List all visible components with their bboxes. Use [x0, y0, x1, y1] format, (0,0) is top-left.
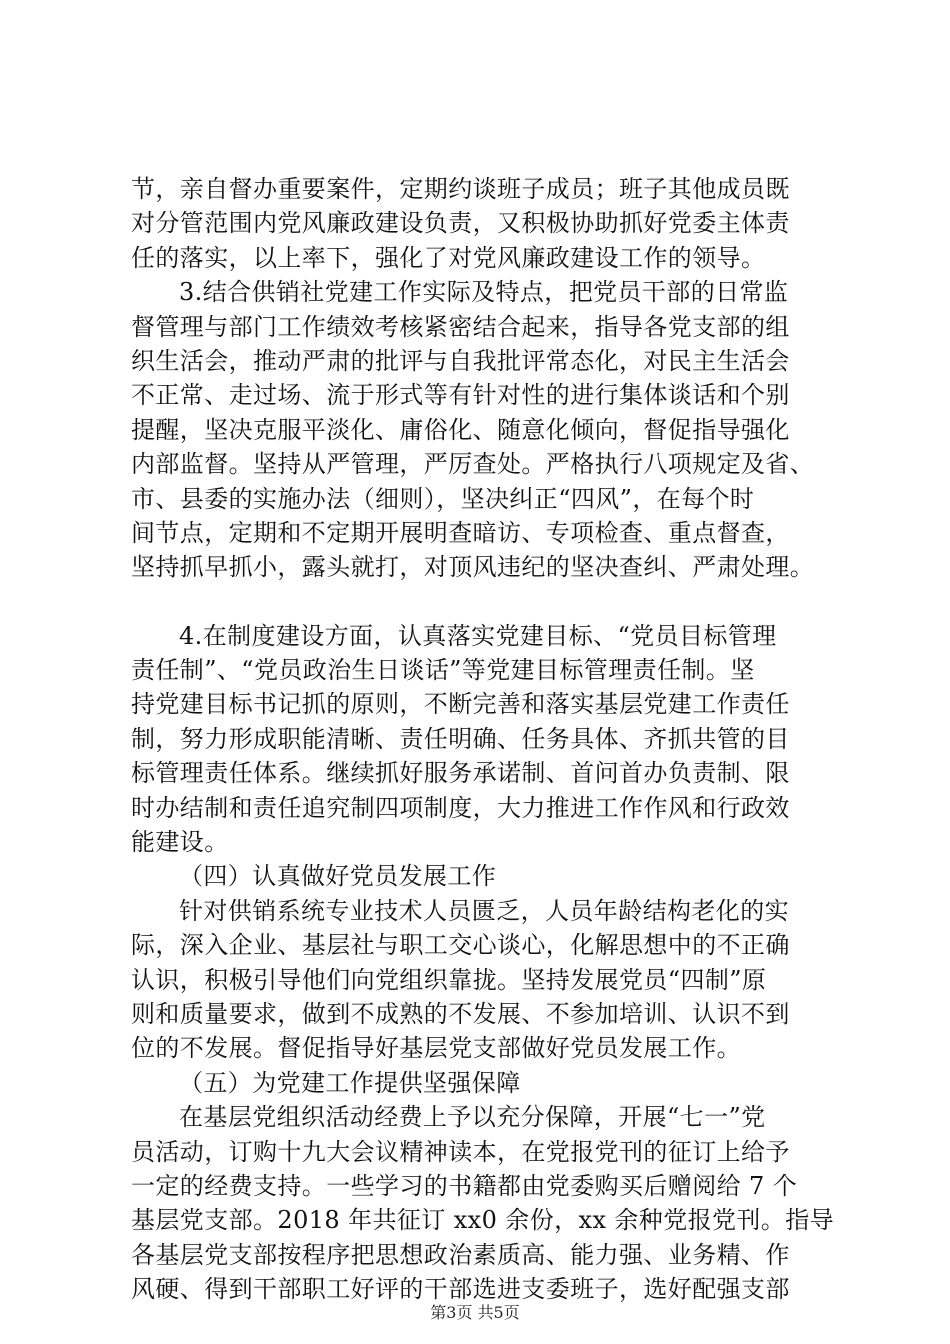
text-line: 责任制”、“党员政治生日谈话”等党建目标管理责任制。坚 — [131, 656, 755, 685]
text-line: 对分管范围内党风廉政建设负责，又积极协助抓好党委主体责 — [131, 209, 790, 238]
text-line: 制，努力形成职能清晰、责任明确、任务具体、齐抓共管的目 — [131, 724, 790, 753]
text-line: 一定的经费支持。一些学习的书籍都由党委购买后赠阅给 7 个 — [131, 1171, 798, 1200]
text-line: 坚持抓早抓小，露头就打，对顶风违纪的坚决查纠、严肃处理。 — [131, 553, 815, 582]
text-line: 间节点，定期和不定期开展明查暗访、专项检查、重点督查， — [131, 518, 790, 547]
text-line: 时办结制和责任追究制四项制度，大力推进工作作风和行政效 — [131, 793, 790, 822]
text-line: 市、县委的实施办法（细则），坚决纠正“四风”，在每个时 — [131, 484, 755, 513]
text-line: 基层党支部。2018 年共征订 xx0 余份，xx 余种党报党刊。指导 — [131, 1206, 835, 1235]
paragraph-gap — [131, 585, 841, 619]
text-line: 持党建目标书记抓的原则，不断完善和落实基层党建工作责任 — [131, 690, 790, 719]
paragraph-start: 4.在制度建设方面，认真落实党建目标、“党员目标管理 — [179, 621, 777, 650]
text-line: 能建设。 — [131, 828, 229, 857]
paragraph-start: 在基层党组织活动经费上予以充分保障，开展“七一”党 — [179, 1103, 766, 1132]
text-line: 认识，积极引导他们向党组织靠拢。坚持发展党员“四制”原 — [131, 965, 767, 994]
text-line: 不正常、走过场、流于形式等有针对性的进行集体谈话和个别 — [131, 381, 790, 410]
document-body — [131, 172, 841, 1307]
section-heading: （五）为党建工作提供坚强保障 — [179, 1068, 521, 1097]
paragraph-start: 3.结合供销社党建工作实际及特点，把党员干部的日常监 — [179, 278, 789, 307]
text-line: 际，深入企业、基层社与职工交心谈心，化解思想中的不正确 — [131, 931, 790, 960]
page-footer: 第3页 共5页 — [430, 1303, 520, 1322]
text-line: 标管理责任体系。继续抓好服务承诺制、首问首办负责制、限 — [131, 759, 790, 788]
text-line: 任的落实，以上率下，强化了对党风廉政建设工作的领导。 — [131, 243, 766, 272]
text-line: 提醒，坚决克服平淡化、庸俗化、随意化倾向，督促指导强化 — [131, 415, 790, 444]
text-line: 内部监督。坚持从严管理，严厉查处。严格执行八项规定及省、 — [131, 450, 815, 479]
text-line: 各基层党支部按程序把思想政治素质高、能力强、业务精、作 — [131, 1240, 790, 1269]
text-line: 则和质量要求，做到不成熟的不发展、不参加培训、认识不到 — [131, 999, 790, 1028]
text-line: 节，亲自督办重要案件，定期约谈班子成员；班子其他成员既 — [131, 175, 790, 203]
text-line: 员活动，订购十九大会议精神读本，在党报党刊的征订上给予 — [131, 1137, 790, 1166]
text-line: 风硬、得到干部职工好评的干部选进支委班子，选好配强支部 — [131, 1275, 790, 1304]
text-line: 织生活会，推动严肃的批评与自我批评常态化，对民主生活会 — [131, 346, 790, 375]
text-line: 督管理与部门工作绩效考核紧密结合起来，指导各党支部的组 — [131, 312, 790, 341]
section-heading: （四）认真做好党员发展工作 — [179, 862, 497, 891]
paragraph-start: 针对供销系统专业技术人员匮乏，人员年龄结构老化的实 — [179, 896, 789, 925]
text-line: 位的不发展。督促指导好基层党支部做好党员发展工作。 — [131, 1034, 741, 1063]
